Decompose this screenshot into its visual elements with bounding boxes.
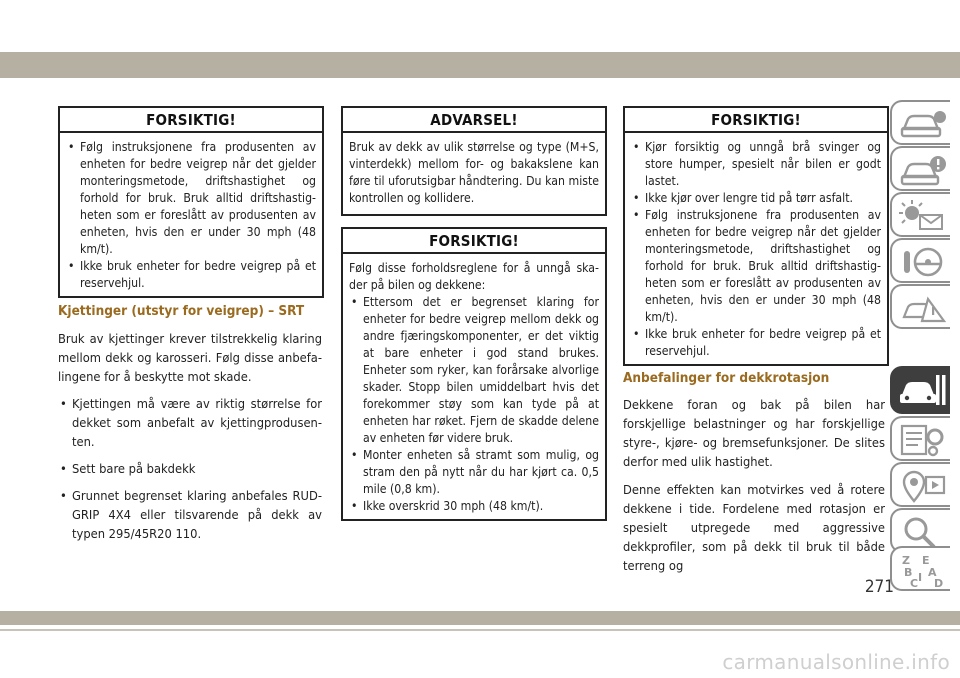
caution-box-3 [623, 106, 889, 366]
list-item: • Ikke kjør over lengre tid på tørr asfalt. [631, 190, 881, 207]
watermark: carmanualsonline.info [722, 650, 950, 674]
list-item: • Grunnet begrenset klaring anbefales RUD-GRIP 4X4 eller tilsvarende på dekk av typen 295/45R20 110. [58, 487, 322, 544]
multimedia-icon [898, 469, 948, 503]
page-number: 271 [864, 577, 894, 597]
chains-list [58, 395, 322, 544]
dashboard-lights-icon [898, 199, 948, 233]
index-letter: E [922, 554, 930, 567]
warning-title: ADVARSEL! [343, 108, 605, 133]
bottom-band [0, 611, 960, 625]
caution-list [631, 139, 881, 360]
rotation-text [623, 396, 885, 576]
tab-specifications[interactable] [890, 416, 950, 461]
index-letter: B [904, 566, 913, 579]
tab-car-info[interactable] [890, 100, 950, 145]
car-info-icon [898, 107, 948, 141]
caution-box-1 [58, 106, 324, 298]
list-item: • Kjør forsiktig og unngå brå svinger og store humper, spesielt når bilen er godt lastet. [631, 139, 881, 190]
list-item: • Ettersom det er begrenset klaring for enheter for bedre veigrep mellom dekk og andre fjæringskomponenter, er det viktig at bare enheter i god stand brukes. Enheter som ryker, kan forårsake alvorlige skader. Stopp bilen umiddelbart hvis det forekommer støy som kan tyde på at enheten har røket. Fjern de skadde delene av enheten før videre bruk. [349, 294, 599, 447]
list-item: • Monter enheten så stramt som mulig, og stram den på nytt når du har kjørt ca. 0,5 mile (0,8 km). [349, 447, 599, 498]
tab-safety[interactable] [890, 238, 950, 283]
intro-paragraph: Bruk av kjettinger krever tilstrekkelig klaring mellom dekk og karosseri. Følg disse anbefalingene for å beskytte mot skade. [58, 332, 322, 385]
search-icon [898, 515, 948, 549]
index-letter: A [928, 566, 937, 579]
index-letter: C [910, 577, 919, 589]
bottom-rule [0, 629, 960, 631]
tab-car-service[interactable] [890, 366, 950, 414]
caution-title: FORSIKTIG! [343, 229, 605, 254]
list-item: • Sett bare på bakdekk [58, 460, 322, 479]
tab-multimedia[interactable] [890, 462, 950, 507]
caution-list [66, 139, 316, 292]
tab-emergency[interactable] [890, 284, 950, 329]
paragraph: Denne effekten kan motvirkes ved å rotere dekkene i tide. Fordelene med rotasjon er spesielt utpregede med aggressive dekkprofiler, som på dekk til bruk til både terreng og [623, 483, 885, 574]
tab-dashboard-lights[interactable] [890, 192, 950, 237]
list-item: • Følg instruksjonene fra produsenten av enheten for bedre veigrep når det gjelder monteringsmetode, driftshastighet og forhold for bruk. Bruk alltid driftshastigheten som er foreslått av produsenten av enheten, hvis den er under 30 mph (48 km/t). [631, 207, 881, 326]
list-item: • Ikke overskrid 30 mph (48 km/t). [349, 498, 599, 515]
index-letter: I [918, 571, 923, 584]
tab-car-alert[interactable] [890, 146, 950, 191]
car-service-icon [898, 373, 948, 409]
section-heading-rotation: Anbefalinger for dekkrotasjon [623, 370, 830, 386]
paragraph: Dekkene foran og bak på bilen har forskjellige belastninger og har forskjellige styre-, kjøre- og bremsefunksjoner. De slites derfor med ulik hastighet. [623, 398, 885, 470]
specifications-icon [898, 423, 948, 457]
caution-title: FORSIKTIG! [625, 108, 887, 133]
list-item: • Kjettingen må være av riktig størrelse for dekket som anbefalt av kjettingprodusenten. [58, 395, 322, 452]
emergency-icon [898, 291, 948, 325]
index-icon [898, 553, 948, 589]
car-alert-icon [898, 153, 948, 187]
chains-text [58, 330, 322, 552]
index-letter: D [934, 577, 944, 589]
top-margin [0, 0, 960, 52]
index-letter: Z [902, 554, 910, 567]
list-item: • Ikke bruk enheter for bedre veigrep på et reservehjul. [66, 258, 316, 292]
list-item: • Følg instruksjonene fra produsenten av enheten for bedre veigrep når det gjelder monteringsmetode, driftshastighet og forhold for bruk. Bruk alltid driftshastigheten som er foreslått av produsenten av enheten, hvis den er under 30 mph (48 km/t). [66, 139, 316, 258]
caution-title: FORSIKTIG! [60, 108, 322, 133]
section-heading-chains: Kjettinger (utstyr for veigrep) – SRT [58, 303, 305, 319]
safety-icon [898, 245, 948, 279]
tab-index[interactable] [890, 546, 950, 591]
caution-box-2 [341, 227, 607, 521]
caution-list [349, 294, 599, 515]
caution-intro: Følg disse forholdsreglene for å unngå skader på bilen og dekkene: [349, 261, 599, 292]
list-item: • Ikke bruk enheter for bedre veigrep på et reservehjul. [631, 326, 881, 360]
warning-box [341, 106, 607, 216]
top-band [0, 52, 960, 78]
warning-text: Bruk av dekk av ulik størrelse og type (M+S, vinterdekk) mellom for- og bakakslene kan føre til uforutsigbar håndtering. Du kan miste kontrollen og kollidere. [349, 140, 599, 205]
